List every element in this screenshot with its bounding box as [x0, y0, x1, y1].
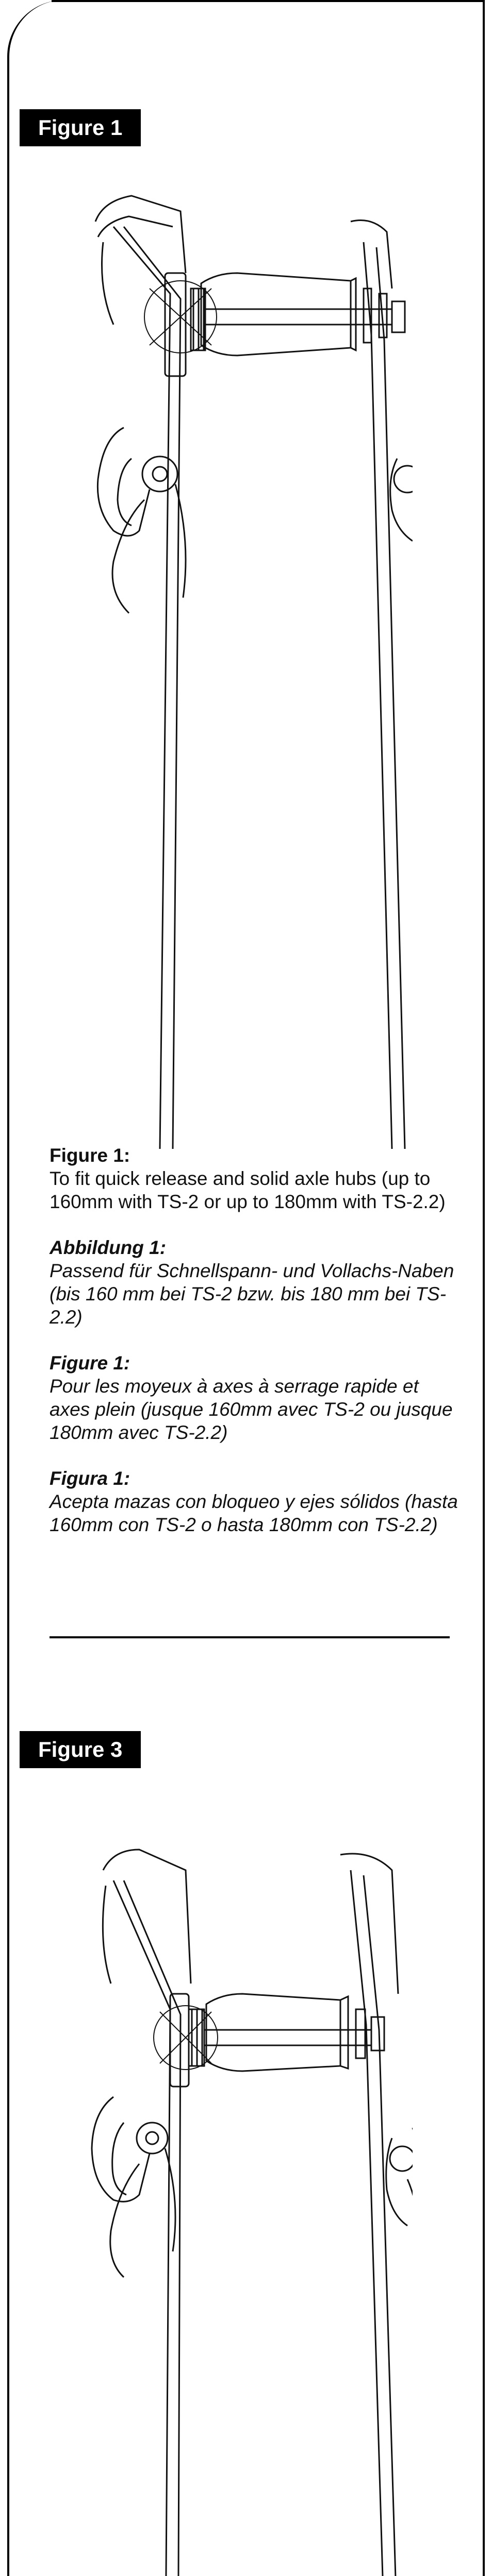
caption-block-de	[50, 1236, 462, 1329]
caption-block-es	[50, 1467, 462, 1536]
caption-title: Figure 1:	[50, 1352, 130, 1374]
caption-text: To fit quick release and solid axle hubs (up to 160mm with TS-2 or up to 180mm with TS-2.2)	[50, 1168, 446, 1212]
caption-text: Acepta mazas con bloqueo y ejes sólidos (hasta 160mm con TS-2 o hasta 180mm con TS-2.2)	[50, 1491, 458, 1535]
frame-top-rule	[52, 0, 485, 2]
figure-1-label: Figure 1	[20, 109, 141, 146]
caption-text: Passend für Schnellspann- und Vollachs-Naben (bis 160 mm bei TS-2 bzw. bis 180 mm bei TS-2.2)	[50, 1260, 454, 1328]
figure-1-drawing	[83, 170, 413, 1149]
figure-1-captions	[50, 1144, 462, 1559]
caption-title: Figura 1:	[50, 1468, 130, 1489]
figure-3-label: Figure 3	[20, 1731, 141, 1768]
figure-3-drawing	[83, 1839, 413, 2576]
caption-block-en	[50, 1144, 462, 1213]
section-divider	[50, 1636, 450, 1638]
caption-block-fr	[50, 1351, 462, 1444]
caption-text: Pour les moyeux à axes à serrage rapide et axes plein (jusque 160mm avec TS-2 ou jusque 180mm avec TS-2.2)	[50, 1376, 453, 1443]
caption-title: Abbildung 1:	[50, 1237, 167, 1258]
caption-title: Figure 1:	[50, 1145, 130, 1166]
